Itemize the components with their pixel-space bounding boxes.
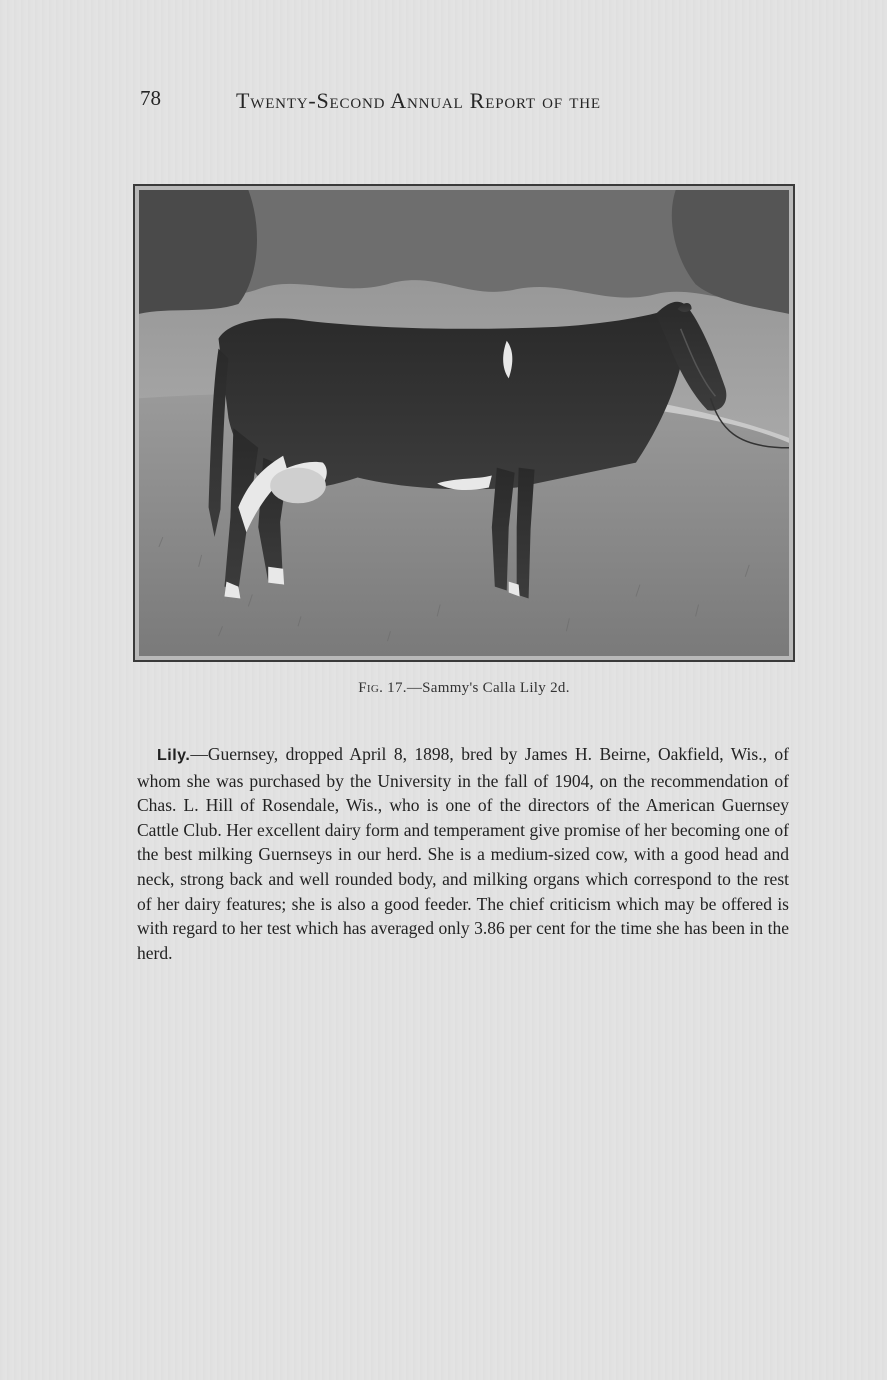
page-number: 78 xyxy=(140,86,161,110)
figure-frame xyxy=(133,184,795,662)
cow-photograph xyxy=(139,190,789,656)
figure-label: Fig. 17. xyxy=(358,680,407,696)
article-lead: Lily. xyxy=(157,747,191,764)
tree-left xyxy=(139,190,257,314)
figure-caption-text: —Sammy's Calla Lily 2d. xyxy=(406,680,570,696)
article-body: —Guernsey, dropped April 8, 1898, bred by James H. Beirne, Oakfield, Wis., of whom she was purchased by the University in the fall of 1904, on the recommendation of Chas. L. Hill of Rosendale, Wis., who is one of the directors of the American Guernsey Cattle Club. Her excellent dairy form and temperament give promise of her becoming one of the best milking Guernseys in our herd. She is a medium-sized cow, with a good head and neck, strong back and well rounded body, and milking organs which correspond to the rest of her dairy features; she is also a good feeder. The chief criticism which may be offered is with regard to her test which has averaged only 3.86 per cent for the time she has been in the herd. xyxy=(137,744,789,963)
figure-caption xyxy=(133,680,795,697)
cow-udder xyxy=(270,468,326,504)
running-head xyxy=(138,86,798,118)
article-paragraph xyxy=(137,742,789,965)
running-title: Twenty-Second Annual Report of the xyxy=(236,88,601,113)
